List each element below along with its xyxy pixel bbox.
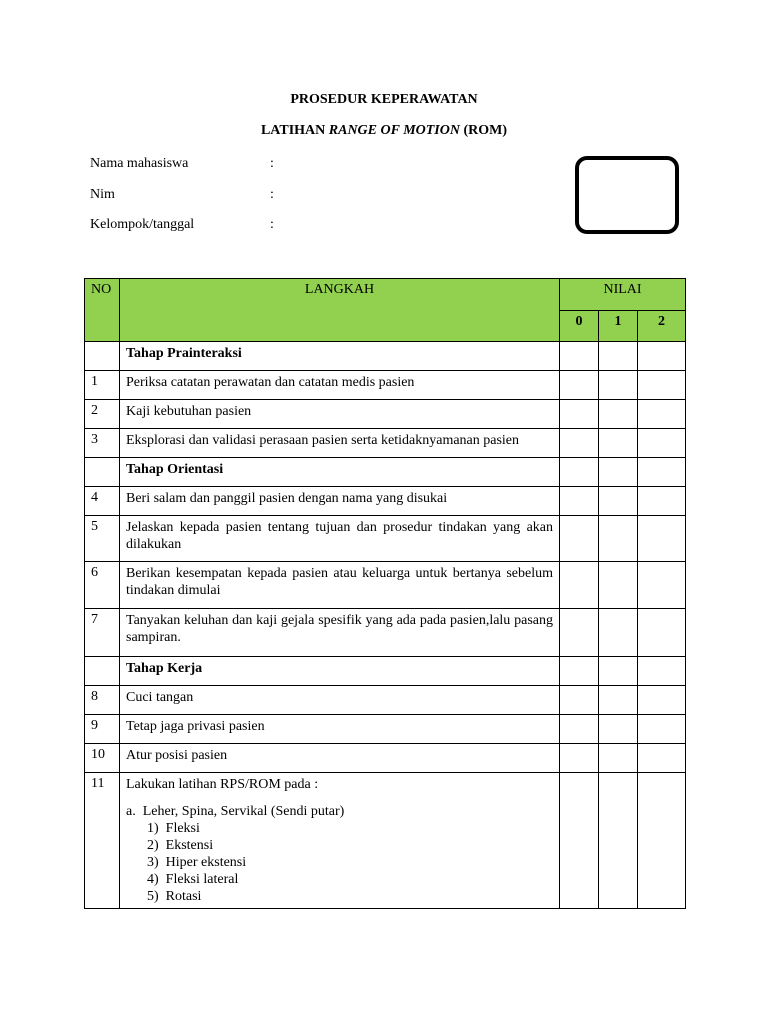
score-cell-2[interactable] xyxy=(638,715,686,744)
score-cell-0[interactable] xyxy=(560,400,599,429)
row-number: 4 xyxy=(85,487,120,516)
step-text: Kaji kebutuhan pasien xyxy=(120,400,560,429)
score-cell-0[interactable] xyxy=(560,609,599,657)
table-row xyxy=(85,562,686,609)
score-cell-0[interactable] xyxy=(560,773,599,909)
row-number xyxy=(85,342,120,371)
name-label: Nama mahasiswa xyxy=(90,156,189,171)
score-cell-1[interactable] xyxy=(599,429,638,458)
score-cell-1[interactable] xyxy=(599,773,638,909)
section-title: Tahap Prainteraksi xyxy=(120,342,560,371)
row-number: 8 xyxy=(85,686,120,715)
score-cell-1[interactable] xyxy=(599,686,638,715)
document-subtitle xyxy=(0,123,768,139)
step-text: Eksplorasi dan validasi perasaan pasien serta ketidaknyamanan pasien xyxy=(120,429,560,458)
score-cell-1[interactable] xyxy=(599,400,638,429)
score-cell-2[interactable] xyxy=(638,516,686,562)
section-row xyxy=(85,342,686,371)
score-cell-2[interactable] xyxy=(638,342,686,371)
score-cell-0[interactable] xyxy=(560,744,599,773)
score-cell-0[interactable] xyxy=(560,562,599,609)
group-date-label: Kelompok/tanggal xyxy=(90,217,195,232)
table-row xyxy=(85,516,686,562)
table-row xyxy=(85,686,686,715)
score-cell-1[interactable] xyxy=(599,458,638,487)
row-number: 6 xyxy=(85,562,120,609)
score-cell-2[interactable] xyxy=(638,773,686,909)
nim-label: Nim xyxy=(90,187,115,202)
nim-colon: : xyxy=(270,187,274,202)
subtitle-suffix: (ROM) xyxy=(459,123,508,138)
score-cell-0[interactable] xyxy=(560,516,599,562)
subtitle-prefix: LATIHAN xyxy=(260,123,329,138)
score-cell-1[interactable] xyxy=(599,516,638,562)
section-row xyxy=(85,657,686,686)
score-cell-0[interactable] xyxy=(560,342,599,371)
rom-intro: Lakukan latihan RPS/ROM pada : xyxy=(126,777,319,792)
score-cell-1[interactable] xyxy=(599,371,638,400)
score-cell-0[interactable] xyxy=(560,715,599,744)
score-cell-0[interactable] xyxy=(560,487,599,516)
row-number: 3 xyxy=(85,429,120,458)
score-cell-2[interactable] xyxy=(638,400,686,429)
row-number xyxy=(85,657,120,686)
score-cell-1[interactable] xyxy=(599,342,638,371)
subtitle-italic: RANGE OF MOTION xyxy=(328,123,460,138)
score-cell-2[interactable] xyxy=(638,686,686,715)
header-nilai: NILAI xyxy=(560,279,686,311)
score-cell-0[interactable] xyxy=(560,429,599,458)
table-row xyxy=(85,487,686,516)
section-title: Tahap Orientasi xyxy=(120,458,560,487)
document-title: PROSEDUR KEPERAWATAN xyxy=(290,92,478,107)
score-header-2: 2 xyxy=(638,311,686,342)
score-cell-2[interactable] xyxy=(638,429,686,458)
rom-item: 4) Fleksi lateral xyxy=(147,872,239,887)
score-cell-2[interactable] xyxy=(638,562,686,609)
table-row xyxy=(85,773,686,909)
score-cell-1[interactable] xyxy=(599,487,638,516)
photo-box xyxy=(575,156,679,234)
score-cell-1[interactable] xyxy=(599,562,638,609)
step-text: Periksa catatan perawatan dan catatan medis pasien xyxy=(120,371,560,400)
header-langkah: LANGKAH xyxy=(120,279,560,342)
table-row xyxy=(85,371,686,400)
step-text: Cuci tangan xyxy=(120,686,560,715)
score-cell-2[interactable] xyxy=(638,609,686,657)
score-cell-0[interactable] xyxy=(560,657,599,686)
header-no: NO xyxy=(85,279,120,342)
name-colon: : xyxy=(270,156,274,171)
score-cell-2[interactable] xyxy=(638,744,686,773)
score-cell-1[interactable] xyxy=(599,715,638,744)
score-header-0: 0 xyxy=(560,311,599,342)
rom-item: 1) Fleksi xyxy=(147,821,200,836)
procedure-table xyxy=(84,278,686,909)
row-number xyxy=(85,458,120,487)
rom-item: 5) Rotasi xyxy=(147,889,202,904)
rom-item: 2) Ekstensi xyxy=(147,838,214,853)
score-cell-2[interactable] xyxy=(638,458,686,487)
row-number: 11 xyxy=(85,773,120,909)
table-row xyxy=(85,429,686,458)
step-text: Jelaskan kepada pasien tentang tujuan dan prosedur tindakan yang akan dilakukan xyxy=(120,516,560,562)
step-text-rom xyxy=(120,773,560,909)
step-text: Tanyakan keluhan dan kaji gejala spesifik yang ada pada pasien,lalu pasang sampiran. xyxy=(120,609,560,657)
row-number: 9 xyxy=(85,715,120,744)
section-title: Tahap Kerja xyxy=(120,657,560,686)
step-text: Atur posisi pasien xyxy=(120,744,560,773)
table-row xyxy=(85,400,686,429)
row-number: 5 xyxy=(85,516,120,562)
row-number: 7 xyxy=(85,609,120,657)
score-cell-2[interactable] xyxy=(638,371,686,400)
group-date-colon: : xyxy=(270,217,274,232)
section-row xyxy=(85,458,686,487)
step-text: Tetap jaga privasi pasien xyxy=(120,715,560,744)
score-cell-1[interactable] xyxy=(599,744,638,773)
row-number: 2 xyxy=(85,400,120,429)
score-cell-0[interactable] xyxy=(560,458,599,487)
step-text: Berikan kesempatan kepada pasien atau keluarga untuk bertanya sebelum tindakan dimulai xyxy=(120,562,560,609)
score-cell-1[interactable] xyxy=(599,657,638,686)
score-cell-0[interactable] xyxy=(560,686,599,715)
score-header-1: 1 xyxy=(599,311,638,342)
score-cell-2[interactable] xyxy=(638,487,686,516)
table-row xyxy=(85,715,686,744)
table-row xyxy=(85,744,686,773)
row-number: 1 xyxy=(85,371,120,400)
row-number: 10 xyxy=(85,744,120,773)
table-row xyxy=(85,609,686,657)
rom-item: 3) Hiper ekstensi xyxy=(147,855,247,870)
step-text: Beri salam dan panggil pasien dengan nama yang disukai xyxy=(120,487,560,516)
score-cell-0[interactable] xyxy=(560,371,599,400)
score-cell-2[interactable] xyxy=(638,657,686,686)
score-cell-1[interactable] xyxy=(599,609,638,657)
rom-subsection-a: a. Leher, Spina, Servikal (Sendi putar) xyxy=(126,804,345,819)
